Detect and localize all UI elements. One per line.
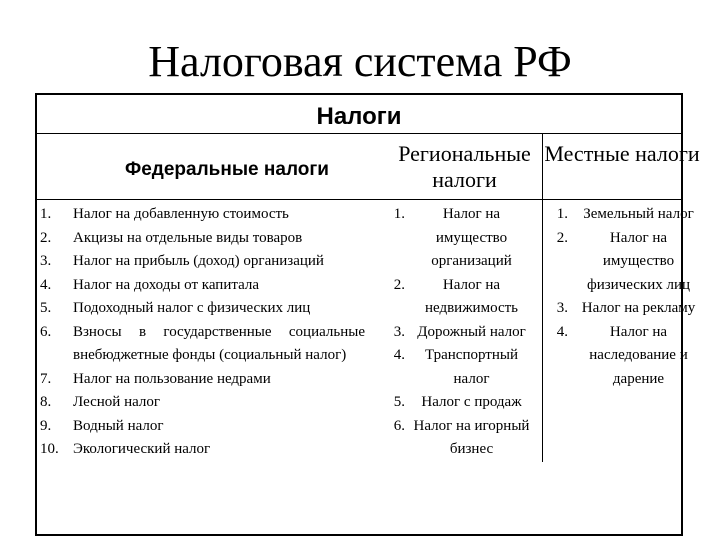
list-number: 1. (40, 206, 52, 222)
list-item-text: Налог на добавленную стоимость (73, 206, 289, 222)
regional-tax-item (379, 391, 531, 415)
local-tax-item (542, 321, 702, 392)
list-item-text: Налог на имущество организаций (431, 206, 512, 269)
list-item-text: Налог на рекламу (581, 300, 696, 316)
list-number: 5. (393, 394, 405, 410)
list-item-text: Лесной налог (73, 394, 161, 410)
tax-table (35, 93, 700, 536)
list-item-text: Налог на пользование недрами (73, 370, 271, 387)
list-item-text: Налог на имущество физических лиц (586, 229, 691, 293)
federal-tax-item (40, 368, 365, 392)
list-item-text: Налог на прибыль (доход) организаций (73, 253, 324, 269)
federal-tax-item (40, 274, 365, 298)
local-heading: Местные налоги (544, 141, 700, 166)
list-item-text: Земельный налог (583, 206, 694, 222)
list-number: 5. (40, 300, 52, 316)
list-number: 1. (556, 206, 568, 222)
federal-tax-item (40, 203, 365, 227)
local-tax-item (542, 203, 702, 227)
band-divider (37, 133, 681, 134)
federal-tax-item (40, 297, 365, 321)
regional-heading: Региональные налоги (398, 141, 531, 192)
list-number: 2. (393, 276, 405, 293)
regional-tax-item (379, 415, 531, 462)
list-number: 7. (40, 370, 52, 387)
list-number: 6. (393, 417, 405, 434)
regional-tax-item (379, 344, 531, 391)
federal-tax-list (40, 203, 365, 462)
list-number: 10. (40, 441, 59, 457)
list-item-text: Водный налог (73, 417, 164, 434)
regional-tax-item (379, 274, 531, 321)
list-number: 4. (393, 347, 405, 363)
list-item-text: Транспортный налог (425, 347, 518, 387)
list-item-text: Дорожный налог (417, 323, 526, 340)
list-number: 2. (40, 229, 52, 246)
federal-tax-item (40, 438, 365, 462)
header-divider (37, 199, 681, 200)
list-number: 3. (40, 253, 52, 269)
regional-tax-item (379, 203, 531, 274)
federal-tax-item (40, 391, 365, 415)
list-number: 3. (393, 323, 405, 340)
list-item-text: Акцизы на отдельные виды товаров (73, 229, 303, 246)
regional-tax-list (379, 203, 531, 462)
regional-tax-item (379, 321, 531, 345)
list-item-text: Подоходный налог с физических лиц (73, 300, 311, 316)
list-number: 2. (556, 229, 568, 246)
list-number: 1. (393, 206, 405, 222)
list-number: 9. (40, 417, 52, 434)
list-number: 4. (556, 323, 568, 340)
local-tax-item (542, 227, 702, 298)
table-band-title: Налоги (316, 103, 402, 130)
federal-tax-item (40, 227, 365, 251)
list-item-text: Экологический налог (73, 441, 211, 457)
list-number: 3. (556, 300, 568, 316)
federal-tax-item (40, 321, 365, 368)
list-number: 4. (40, 276, 52, 293)
federal-heading: Федеральные налоги (125, 159, 329, 180)
local-tax-list (542, 203, 702, 391)
federal-tax-item (40, 250, 365, 274)
slide-title: Налоговая система РФ (148, 37, 572, 86)
list-item-text: Налог на доходы от капитала (73, 276, 260, 293)
list-number: 8. (40, 394, 52, 410)
local-tax-item (542, 297, 702, 321)
list-item-text: Налог на недвижимость (424, 276, 519, 316)
federal-tax-item (40, 415, 365, 439)
list-item-text: Взносы в государственные социальные внебюджетные фонды (социальный налог) (73, 323, 365, 363)
list-item-text: Налог на наследование и дарение (589, 323, 688, 387)
list-number: 6. (40, 323, 52, 340)
list-item-text: Налог с продаж (421, 394, 522, 410)
list-item-text: Налог на игорный бизнес (413, 417, 530, 457)
